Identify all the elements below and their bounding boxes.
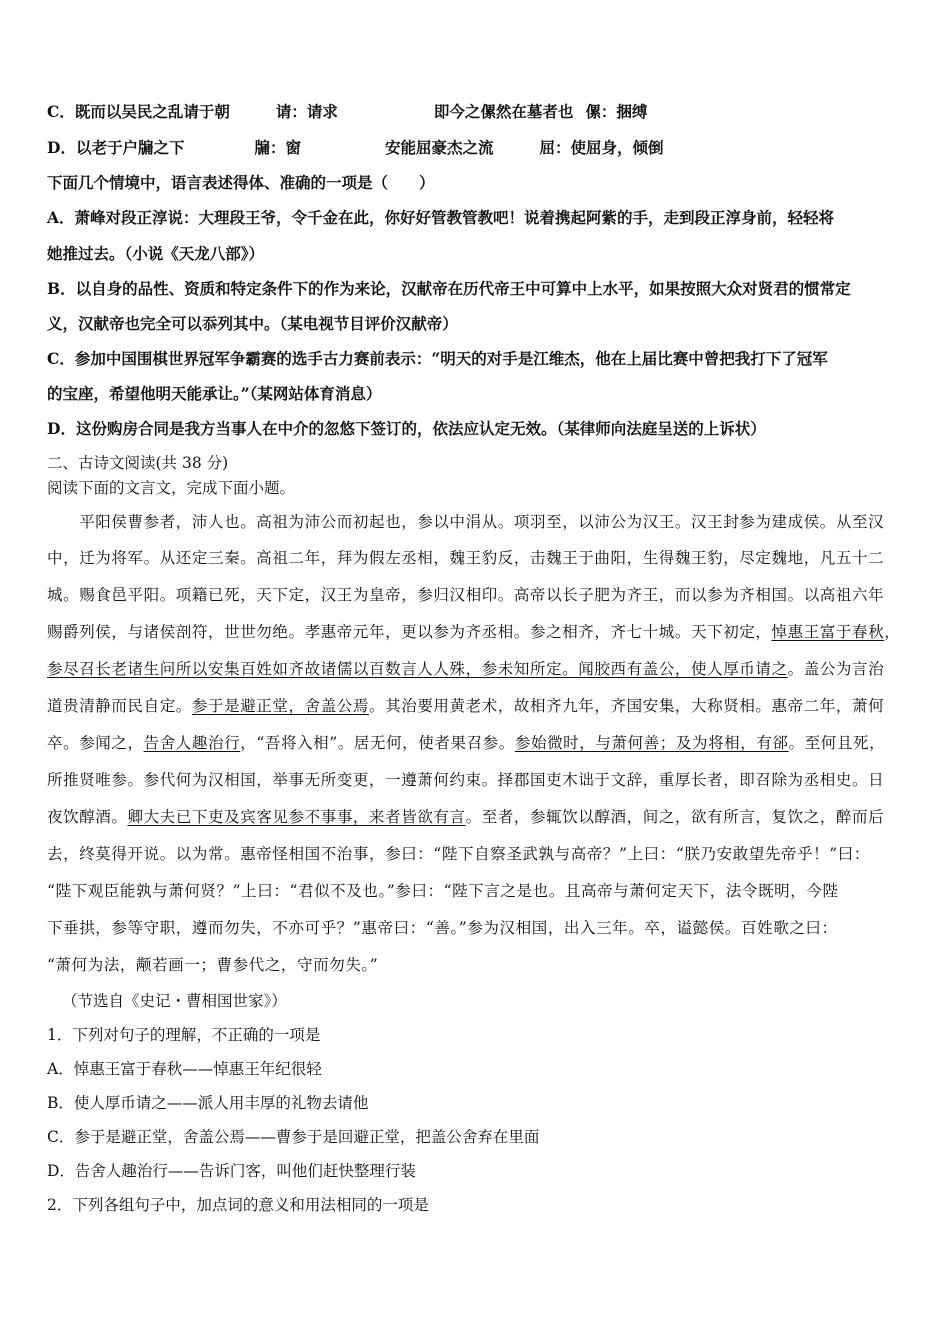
passage-line: 所推贤唯参。参代何为汉相国，举事无所变更，一遵萧何约束。择郡国吏木诎于文辞，重厚长者，即召除为丞相史。日 bbox=[47, 771, 885, 789]
option-c-gloss-2: 傫：捆缚 bbox=[585, 102, 648, 121]
question-2: 2．下列各组句子中，加点词的意义和用法相同的一项是 bbox=[47, 1196, 429, 1214]
passage-line: 道贵清静而民自定。参于是避正堂，舍盖公焉。其治要用黄老术，故相齐九年，齐国安集，大称贤相。惠帝二年，萧何 bbox=[47, 697, 885, 715]
passage-line: 城。赐食邑平阳。项籍已死，天下定，汉王为皇帝，参归汉相印。高帝以长子肥为齐王，而以参为齐相国。以高祖六年 bbox=[47, 586, 885, 604]
option-d-sentence-2: 安能屈豪杰之流 bbox=[384, 138, 494, 157]
prev-option-c bbox=[47, 102, 647, 122]
question-1-option-d: D．告舍人趣治行——告诉门客，叫他们赶快整理行装 bbox=[47, 1162, 416, 1180]
passage-source: （节选自《史记・曹相国世家》） bbox=[62, 992, 287, 1010]
passage-line: 去，终莫得开说。以为常。惠帝怪相国不治事，参曰：“陛下自察圣武孰与高帝？”上曰：“朕乃安敢望先帝乎！”曰： bbox=[47, 845, 870, 863]
answer-d-line-1: D．这份购房合同是我方当事人在中介的忽悠下签订的，依法应认定无效。（某律师向法庭呈送的上诉状） bbox=[47, 419, 766, 438]
prev-option-d bbox=[47, 138, 664, 158]
passage-line: 赐爵列侯，与诸侯剖符，世世勿绝。孝惠帝元年，更以参为齐丞相。参之相齐，齐七十城。天下初定，悼惠王富于春秋， bbox=[47, 623, 901, 641]
answer-c-line-2: 的宝座，希望他明天能承让。”（某网站体育消息） bbox=[47, 384, 382, 403]
passage-line: 夜饮醇酒。卿大夫已下吏及宾客见参不事事，来者皆欲有言。至者，参辄饮以醇酒，间之，欲有所言，复饮之，醉而后 bbox=[47, 808, 885, 826]
option-c-sentence-2: 即今之傫然在墓者也 bbox=[433, 102, 574, 121]
question-1-option-a: A．悼惠王富于春秋——悼惠王年纪很轻 bbox=[47, 1060, 322, 1078]
answer-c-line-1: C．参加中国围棋世界冠军争霸赛的选手古力赛前表示：“明天的对手是江维杰，他在上届比赛中曾把我打下了冠军 bbox=[47, 349, 828, 368]
passage-line: 参尽召长老诸生问所以安集百姓如齐故诸儒以百数言人人殊，参未知所定。闻胶西有盖公，使人厚币请之。盖公为言治 bbox=[47, 660, 885, 678]
passage-line: “萧何为法，颟若画一；曹参代之，守而勿失。” bbox=[47, 956, 379, 974]
option-d-gloss-1: 牖：窗 bbox=[254, 138, 301, 157]
answer-a-line-2: 她推过去。（小说《天龙八部》） bbox=[47, 244, 265, 263]
question-1-option-b: B．使人厚币请之——派人用丰厚的礼物去请他 bbox=[47, 1094, 369, 1112]
underlined-phrase: 卿大夫已下吏及宾客见参不事事，来者皆欲有言 bbox=[127, 808, 466, 826]
passage-line: 下垂拱，参等守职，遵而勿失，不亦可乎？”惠帝曰：“善。”参为汉相国，出入三年。卒，谥懿侯。百姓歌之曰： bbox=[47, 919, 838, 937]
option-d-sentence: D．以老于户牖之下 bbox=[47, 138, 185, 157]
underlined-phrase: 使人厚币请之 bbox=[691, 660, 788, 678]
option-d-gloss-2: 屈：使屈身，倾倒 bbox=[539, 138, 664, 157]
question-stem: 下面几个情境中，语言表述得体、准确的一项是（ ） bbox=[47, 173, 435, 192]
answer-b-line-1: B．以自身的品性、资质和特定条件下的作为来论，汉献帝在历代帝王中可算中上水平，如果按照大众对贤君的惯常定 bbox=[47, 279, 851, 298]
underlined-phrase: 告舍人趣治行 bbox=[143, 734, 241, 752]
underlined-phrase: 参始微时，与萧何善；及为将相，有郤 bbox=[514, 734, 789, 752]
passage-line: 平阳侯曹参者，沛人也。高祖为沛公而初起也，参以中涓从。项羽至，以沛公为汉王。汉王封参为建成侯。从至汉 bbox=[47, 513, 885, 531]
section-title: 二、古诗文阅读(共 38 分) bbox=[47, 454, 229, 472]
question-1: 1．下列对句子的理解，不正确的一项是 bbox=[47, 1026, 321, 1044]
passage-line: “陛下观臣能孰与萧何贤？”上曰：“君似不及也。”参曰：“陛下言之是也。且高帝与萧何定天下，法令既明，今陛 bbox=[47, 882, 839, 900]
answer-a-line-1: A．萧峰对段正淳说：大理段王爷，令千金在此，你好好管教管教吧！说着携起阿紫的手，走到段正淳身前，轻轻将 bbox=[47, 208, 835, 227]
option-c-sentence: C．既而以吴民之乱请于朝 bbox=[47, 102, 230, 121]
underlined-phrase: 参于是避正堂，舍盖公焉 bbox=[191, 697, 370, 715]
underlined-phrase: 悼惠王富于春秋 bbox=[771, 623, 885, 641]
answer-b-line-2: 义，汉献帝也完全可以忝列其中。（某电视节目评价汉献帝） bbox=[47, 314, 458, 333]
question-1-option-c: C．参于是避正堂，舍盖公焉——曹参于是回避正堂，把盖公舍弃在里面 bbox=[47, 1128, 540, 1146]
option-c-gloss-1: 请：请求 bbox=[275, 102, 338, 121]
passage-line: 卒。参闻之，告舍人趣治行，“吾将入相”。居无何，使者果召参。参始微时，与萧何善；及为将相，有郤。至何且死， bbox=[47, 734, 886, 752]
instruction: 阅读下面的文言文，完成下面小题。 bbox=[47, 479, 296, 497]
passage-line: 中，迁为将军。从还定三秦。高祖二年，拜为假左丞相，魏王豹反，击魏王于曲阳，生得魏王豹，尽定魏地，凡五十二 bbox=[47, 549, 885, 567]
